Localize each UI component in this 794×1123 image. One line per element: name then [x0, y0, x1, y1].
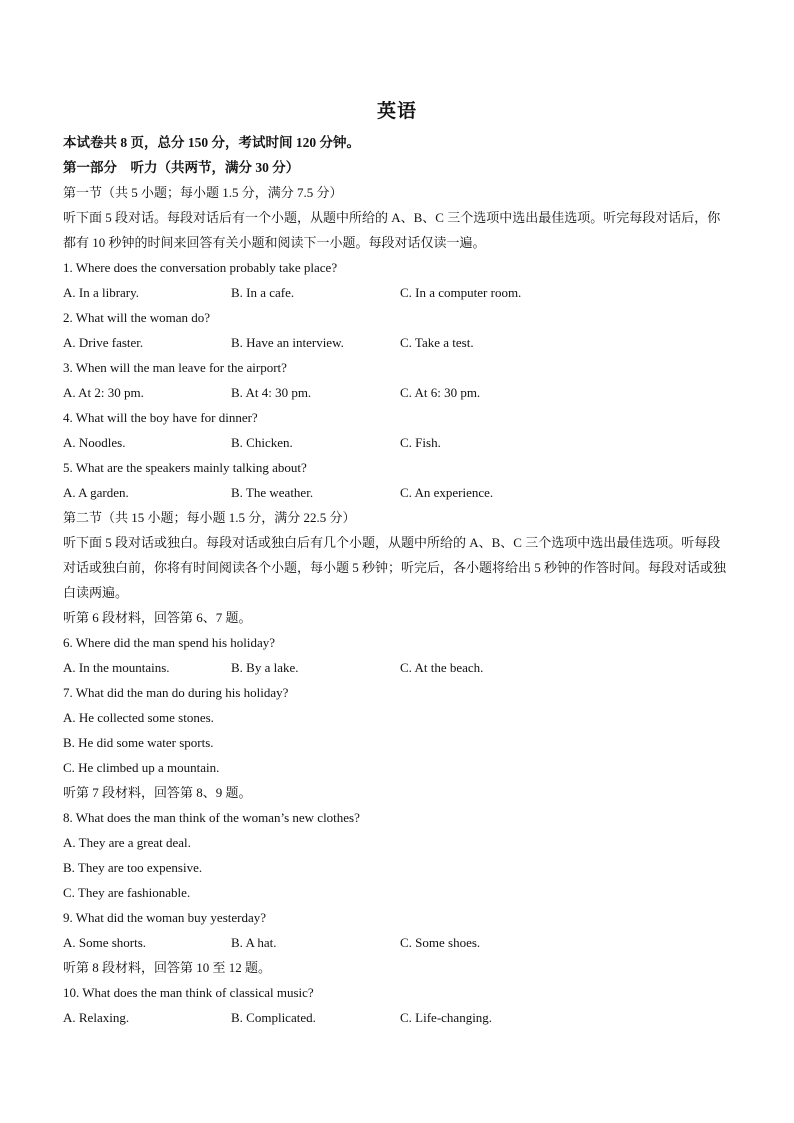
question-2: 2. What will the woman do? — [63, 310, 211, 325]
material-7-note: 听第 7 段材料，回答第 8、9 题。 — [63, 785, 252, 800]
option-a: A. They are a great deal. — [63, 835, 191, 850]
option-c: C. At 6: 30 pm. — [400, 385, 481, 400]
option-c: C. Fish. — [400, 435, 441, 450]
question-5-options — [63, 480, 733, 505]
option-b: B. Complicated. — [231, 1010, 316, 1025]
question-10: 10. What does the man think of classical music? — [63, 985, 314, 1000]
question-1: 1. Where does the conversation probably take place? — [63, 260, 338, 275]
option-c: C. Some shoes. — [400, 935, 481, 950]
option-b: B. Have an interview. — [231, 335, 344, 350]
question-6-options — [63, 655, 733, 680]
question-6: 6. Where did the man spend his holiday? — [63, 635, 276, 650]
question-10-options — [63, 1005, 733, 1030]
question-4-options — [63, 430, 733, 455]
exam-content — [63, 130, 733, 1030]
section1-instructions: 听下面 5 段对话。每段对话后有一个小题，从题中所给的 A、B、C 三个选项中选出最佳选项。听完每段对话后，你都有 10 秒钟的时间来回答有关小题和阅读下一小题。每段对话仅读一遍。 — [63, 210, 721, 250]
section2-instructions: 听下面 5 段对话或独白。每段对话或独白后有几个小题，从题中所给的 A、B、C 三个选项中选出最佳选项。听每段对话或独白前，你将有时间阅读各个小题，每小题 5 秒钟；听完后，各小题将给出 5 秒钟的作答时间。每段对话或独白读两遍。 — [63, 535, 727, 600]
exam-info: 本试卷共 8 页，总分 150 分，考试时间 120 分钟。 — [63, 135, 360, 150]
question-1-options — [63, 280, 733, 305]
question-4: 4. What will the boy have for dinner? — [63, 410, 258, 425]
option-b: B. He did some water sports. — [63, 735, 214, 750]
question-9: 9. What did the woman buy yesterday? — [63, 910, 267, 925]
option-b: B. At 4: 30 pm. — [231, 385, 312, 400]
option-c: C. At the beach. — [400, 660, 484, 675]
option-a: A. In a library. — [63, 285, 140, 300]
question-3: 3. When will the man leave for the airport? — [63, 360, 287, 375]
option-a: A. A garden. — [63, 485, 129, 500]
option-b: B. Chicken. — [231, 435, 293, 450]
page-title: 英语 — [376, 101, 417, 122]
option-a: A. Drive faster. — [63, 335, 144, 350]
option-b: B. By a lake. — [231, 660, 299, 675]
question-8: 8. What does the man think of the woman’s new clothes? — [63, 810, 360, 825]
option-c: C. He climbed up a mountain. — [63, 760, 220, 775]
option-c: C. They are fashionable. — [63, 885, 191, 900]
option-a: A. At 2: 30 pm. — [63, 385, 144, 400]
question-2-options — [63, 330, 733, 355]
option-c: C. Take a test. — [400, 335, 474, 350]
section1-heading: 第一节（共 5 小题；每小题 1.5 分，满分 7.5 分） — [63, 185, 343, 200]
option-b: B. The weather. — [231, 485, 314, 500]
option-a: A. Noodles. — [63, 435, 126, 450]
option-a: A. He collected some stones. — [63, 710, 214, 725]
section2-heading: 第二节（共 15 小题；每小题 1.5 分，满分 22.5 分） — [63, 510, 356, 525]
option-a: A. In the mountains. — [63, 660, 170, 675]
question-7: 7. What did the man do during his holiday? — [63, 685, 289, 700]
option-b: B. They are too expensive. — [63, 860, 203, 875]
material-8-note: 听第 8 段材料，回答第 10 至 12 题。 — [63, 960, 272, 975]
part1-heading: 第一部分 听力（共两节，满分 30 分） — [63, 160, 300, 175]
option-c: C. Life-changing. — [400, 1010, 493, 1025]
material-6-note: 听第 6 段材料，回答第 6、7 题。 — [63, 610, 252, 625]
question-9-options — [63, 930, 733, 955]
option-b: B. A hat. — [231, 935, 277, 950]
question-3-options — [63, 380, 733, 405]
option-c: C. An experience. — [400, 485, 494, 500]
option-a: A. Some shorts. — [63, 935, 147, 950]
question-5: 5. What are the speakers mainly talking about? — [63, 460, 307, 475]
option-c: C. In a computer room. — [400, 285, 522, 300]
option-a: A. Relaxing. — [63, 1010, 130, 1025]
option-b: B. In a cafe. — [231, 285, 295, 300]
